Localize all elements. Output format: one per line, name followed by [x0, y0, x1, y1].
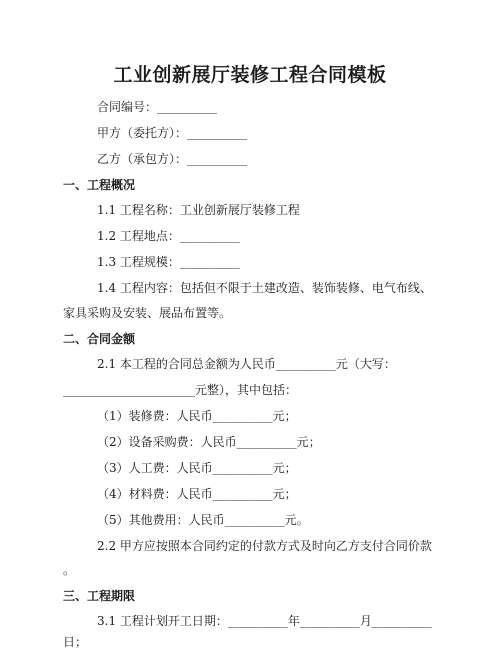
clause-1-3: 1.3 工程规模：__________: [97, 255, 240, 269]
clause-2-1-line-2: ______________________元整），其中包括：: [63, 383, 298, 397]
fee-item: （5）其他费用：人民币__________元。: [97, 513, 309, 527]
party-b-line: 乙方（承包方）：__________: [97, 152, 248, 166]
clause-1-4-line-2: 家具采购及安装、展品布置等。: [63, 306, 232, 320]
section-1-heading: 一、工程概况: [63, 178, 136, 192]
clause-2-2-line-2: 。: [63, 563, 76, 577]
contract-number-line: 合同编号：__________: [97, 100, 218, 114]
document-title: 工业创新展厅装修工程合同模板: [113, 64, 387, 86]
section-3-heading: 三、工程期限: [63, 589, 136, 603]
fee-item: （1）装修费：人民币__________元；: [97, 409, 297, 423]
fee-item: （2）设备采购费：人民币__________元；: [97, 435, 321, 449]
clause-2-2-line-1: 2.2 甲方应按照本合同约定的付款方式及时向乙方支付合同价款: [97, 539, 432, 553]
clause-1-1: 1.1 工程名称：工业创新展厅装修工程: [97, 203, 300, 217]
clause-1-2: 1.2 工程地点：__________: [97, 229, 240, 243]
fee-item: （4）材料费：人民币__________元；: [97, 487, 297, 501]
clause-2-1-line-1: 2.1 本工程的合同总金额为人民币__________元（大写：: [97, 357, 396, 371]
party-a-line: 甲方（委托方）：__________: [97, 126, 248, 140]
clause-3-1-line-2: 日；: [63, 635, 88, 649]
clause-1-4-line-1: 1.4 工程内容：包括但不限于土建改造、装饰装修、电气布线、: [97, 281, 432, 295]
fee-item: （3）人工费：人民币__________元；: [97, 461, 297, 475]
clause-3-1-line-1: 3.1 工程计划开工日期：__________年__________月__________: [97, 614, 432, 628]
section-2-heading: 二、合同金额: [63, 332, 136, 346]
